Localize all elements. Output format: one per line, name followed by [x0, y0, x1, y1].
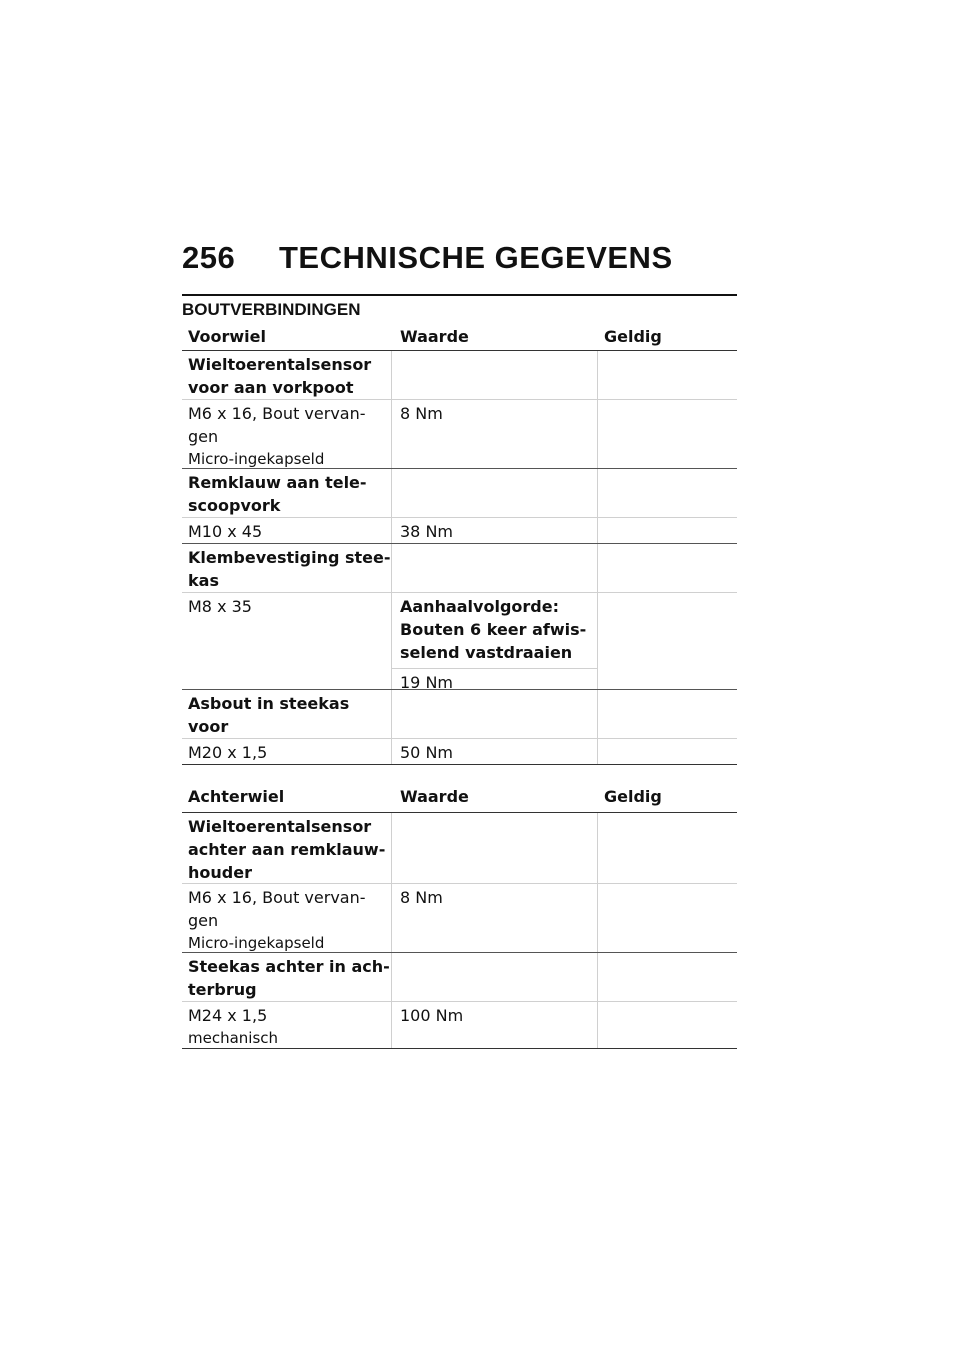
value-cell [392, 953, 598, 1001]
header-cell: Voorwiel [188, 326, 266, 346]
tightening-sequence: Aanhaalvolgorde: Bouten 6 keer afwis-selend vastdraaien [392, 593, 597, 669]
table-row [182, 592, 737, 692]
spec-text: M24 x 1,5 [188, 1006, 268, 1025]
component-cell: Remklauw aan tele-scoopvork [182, 469, 392, 517]
valid-cell [598, 813, 737, 883]
value-cell [392, 351, 598, 399]
component-cell: Wieltoerentalsensor voor aan vorkpoot [182, 351, 392, 399]
value-cell [392, 469, 598, 517]
value-cell: 8 Nm [392, 884, 598, 952]
value-cell [392, 813, 598, 883]
chapter-title: TECHNISCHE GEGEVENS [279, 240, 673, 275]
rear-wheel-table [182, 780, 737, 1049]
section-title: BOUTVERBINDINGEN [182, 300, 361, 319]
table-row [182, 468, 737, 517]
value-cell: 100 Nm [392, 1002, 598, 1048]
table-row [182, 812, 737, 883]
spec-note: mechanisch [188, 1029, 279, 1047]
page-header [182, 240, 737, 276]
table-row [182, 1001, 737, 1048]
table-header [182, 780, 737, 812]
valid-cell [598, 1002, 737, 1048]
component-cell: Klembevestiging stee-kas [182, 544, 392, 592]
header-cell: Geldig [604, 786, 662, 806]
table-row [182, 689, 737, 738]
spec-note: Micro-ingekapseld [188, 934, 325, 952]
table-header [182, 322, 737, 350]
table-row [182, 883, 737, 952]
spec-text: M8 x 35 [182, 593, 392, 689]
table-row [182, 952, 737, 1001]
valid-cell [598, 544, 737, 592]
table-row [182, 543, 737, 592]
component-cell: Wieltoerentalsensor achter aan remklauw-houder [182, 813, 392, 883]
table-bottom-rule [182, 764, 737, 765]
header-cell: Geldig [604, 326, 662, 346]
table-row [182, 350, 737, 399]
valid-cell [598, 739, 737, 764]
front-wheel-table [182, 322, 737, 765]
valid-cell [598, 690, 737, 738]
value-cell [392, 690, 598, 738]
spec-text: M6 x 16, Bout vervan-gen [188, 404, 366, 446]
valid-cell [598, 469, 737, 517]
value-cell: 8 Nm [392, 400, 598, 468]
spec-text: M20 x 1,5 [182, 739, 392, 764]
valid-cell [598, 593, 737, 689]
header-cell: Achterwiel [188, 786, 285, 806]
page-number: 256 [182, 240, 236, 275]
valid-cell [598, 953, 737, 1001]
component-cell: Asbout in steekas voor [182, 690, 392, 738]
table-row [182, 738, 737, 764]
spec-text: M6 x 16, Bout vervan-gen [188, 888, 366, 930]
valid-cell [598, 518, 737, 543]
header-rule [182, 294, 737, 296]
table-row [182, 399, 737, 468]
header-cell: Waarde [400, 786, 469, 806]
valid-cell [598, 400, 737, 468]
component-cell: Steekas achter in ach-terbrug [182, 953, 392, 1001]
value-cell [392, 544, 598, 592]
spec-note: Micro-ingekapseld [188, 450, 325, 468]
spec-text: M10 x 45 [182, 518, 392, 543]
valid-cell [598, 351, 737, 399]
value-cell: 38 Nm [392, 518, 598, 543]
table-row [182, 517, 737, 543]
value-cell: 50 Nm [392, 739, 598, 764]
valid-cell [598, 884, 737, 952]
header-cell: Waarde [400, 326, 469, 346]
value-cell: 19 Nm [400, 673, 453, 692]
